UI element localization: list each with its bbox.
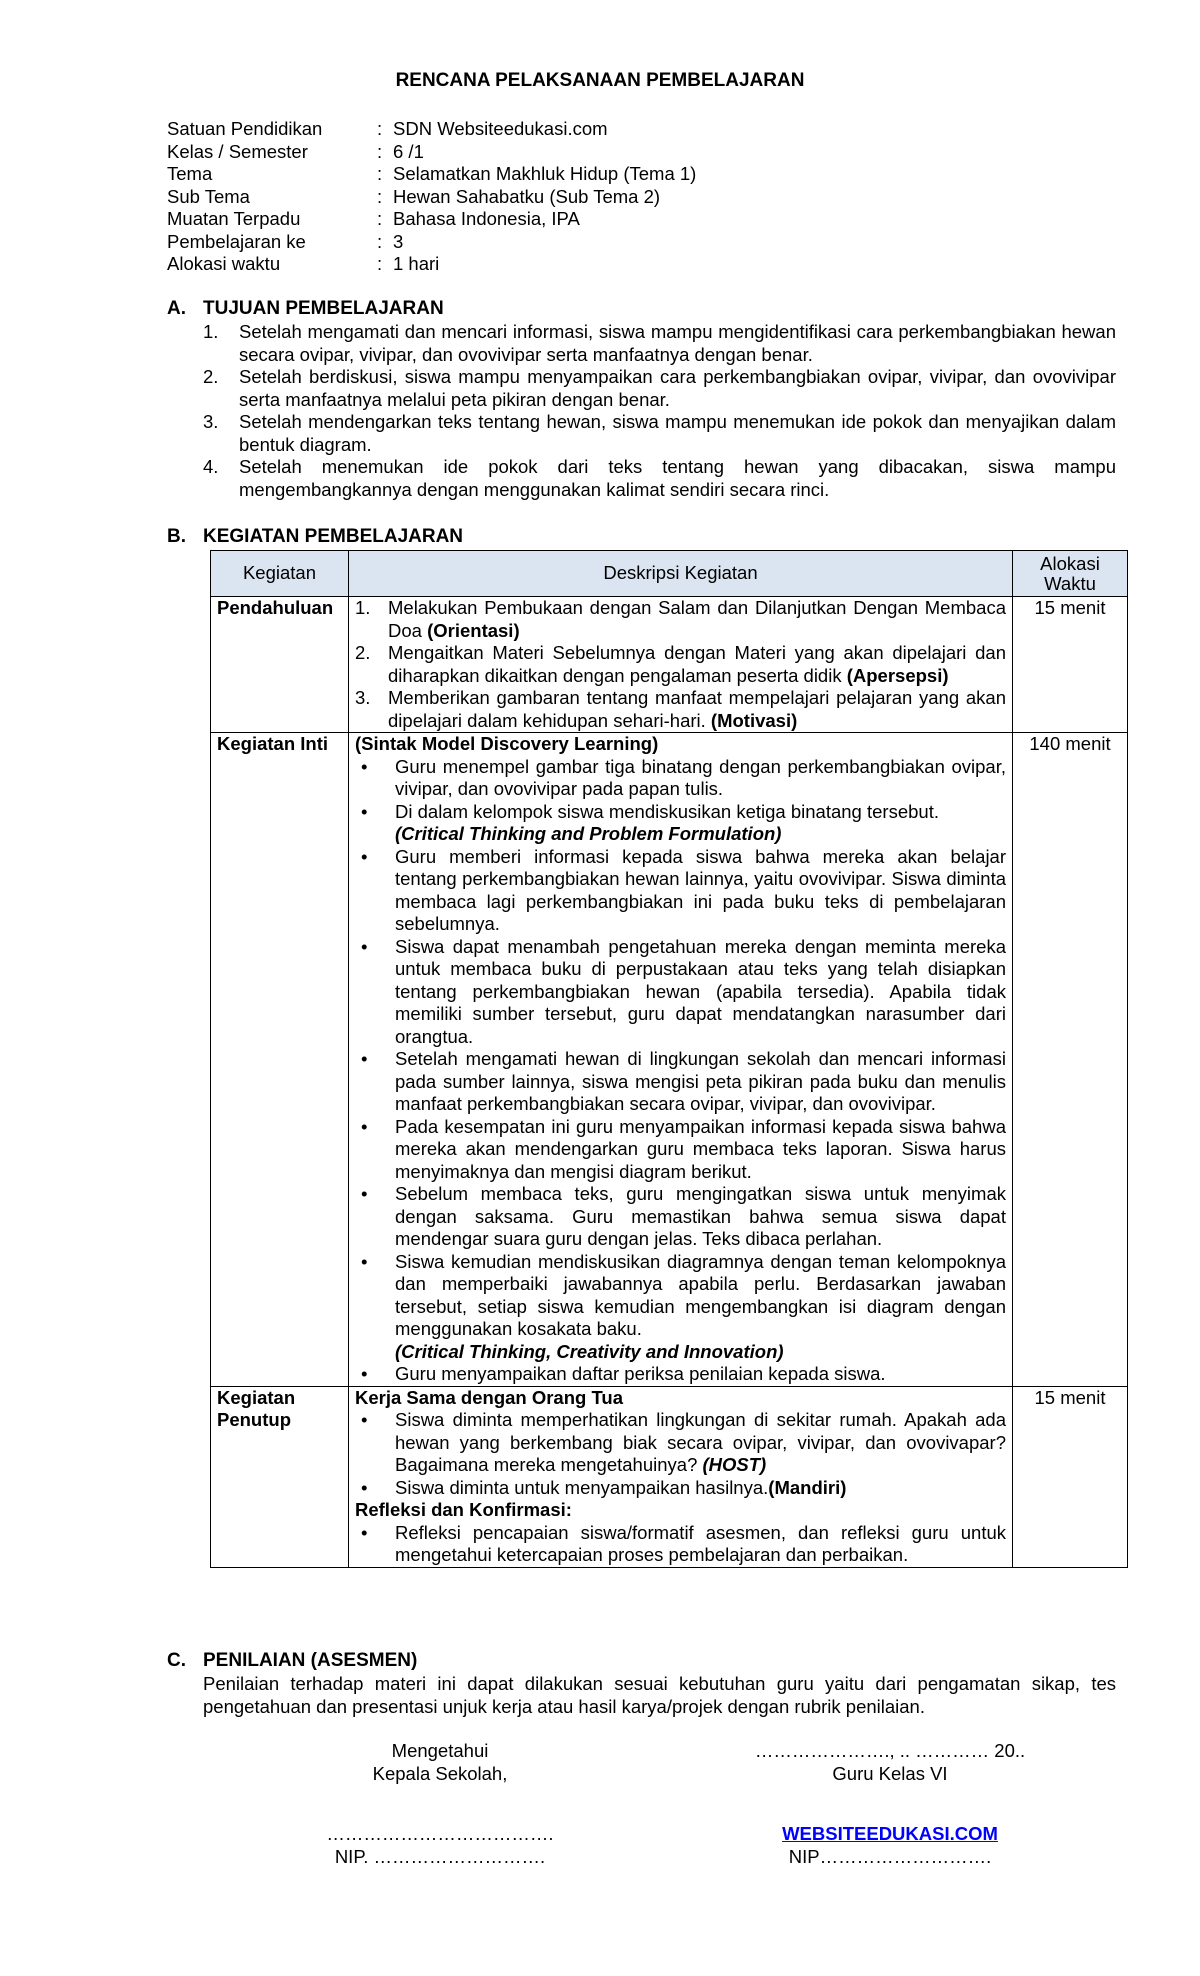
item-tag: (Orientasi) [427, 619, 520, 641]
list-item [203, 456, 1116, 501]
header-alokasi: Alokasi Waktu [1013, 551, 1128, 597]
list-item [355, 1363, 1006, 1386]
item-number: 2. [355, 642, 371, 663]
document-title: RENCANA PELAKSANAAN PEMBELAJARAN [395, 70, 805, 91]
item-text: Siswa dapat menambah pengetahuan mereka dengan meminta mereka untuk membaca buku di perpustakaan atau teks yang telah disiapkan tentang perkembangbiakan hewan (apabila tersedia). Apabila tidak memiliki sumber tersebut, guru dapat mendatangkan narasumber dari orangtua. [395, 935, 1006, 1047]
item-number: 2. [203, 366, 219, 387]
item-text: Refleksi pencapaian siswa/formatif asesmen, dan refleksi guru untuk mengetahui ketercapaian proses pembelajaran dan perbaikan. [395, 1521, 1006, 1565]
item-tag: (Apersepsi) [846, 664, 949, 686]
identity-row [167, 163, 696, 186]
item-tag: (HOST) [702, 1454, 767, 1475]
identity-row [167, 141, 696, 164]
identity-value: 6 /1 [393, 140, 424, 162]
signature-nip: NIP………………………. [788, 1845, 992, 1867]
time-value: 15 menit [1034, 1386, 1106, 1408]
identity-value: Bahasa Indonesia, IPA [393, 208, 580, 229]
signature-line: Mengetahui [391, 1740, 489, 1761]
signature-nip: NIP. ………………………. [334, 1845, 546, 1867]
identity-colon: : [377, 253, 383, 274]
item-number: 1. [203, 321, 219, 342]
header-kegiatan: Kegiatan [211, 551, 349, 597]
list-item [203, 366, 1116, 411]
identity-label: Muatan Terpadu [167, 208, 301, 229]
item-text: Guru memberi informasi kepada siswa bahwa mereka akan belajar tentang perkembangbiakan hewan lainnya, yaitu ovovivipar. Siswa diminta membaca lagi perkembangbiakan ini pada buku teks di pembelajaran sebelumnya. [395, 845, 1006, 934]
skill-note: (Critical Thinking, Creativity and Innovation) [395, 1340, 784, 1362]
bullet: • [361, 1409, 368, 1430]
table-header-row [211, 551, 1128, 597]
phase-description [349, 733, 1013, 1387]
identity-colon: : [377, 140, 383, 162]
list-item [355, 1116, 1006, 1184]
identity-value: Hewan Sahabatku (Sub Tema 2) [393, 185, 661, 207]
item-text: Mengaitkan Materi Sebelumnya dengan Materi yang akan dipelajari dan diharapkan dikaitkan dengan pengalaman peserta didik [388, 642, 1006, 686]
item-text: Siswa kemudian mendiskusikan diagramnya dengan teman kelompoknya dan memperbaiki jawabannya apabila perlu. Berdasarkan jawaban tersebut, setiap siswa kemudian mengembangkan isi diagram dengan menggunakan kosakata baku. [395, 1250, 1006, 1339]
identity-row [167, 253, 696, 276]
identity-label: Sub Tema [167, 185, 250, 207]
list-item [355, 1183, 1006, 1251]
identity-value: 3 [393, 230, 404, 252]
identity-colon: : [377, 118, 383, 139]
item-text: Setelah menemukan ide pokok dari teks tentang hewan yang dibacakan, siswa mampu mengembangkannya dengan menggunakan kalimat sendiri secara rinci. [239, 456, 1116, 500]
subsection-heading: Kerja Sama dengan Orang Tua [355, 1386, 623, 1408]
activities-table [210, 550, 1128, 1568]
phase-label: Pendahuluan [211, 597, 349, 733]
item-text: Setelah mengamati dan mencari informasi, siswa mampu mengidentifikasi cara perkembangbiakan hewan secara ovipar, vivipar, dan ovovivipar serta manfaatnya dengan benar. [239, 321, 1116, 365]
bullet: • [361, 1048, 368, 1069]
list-item [355, 642, 1006, 687]
identity-label: Kelas / Semester [167, 140, 308, 162]
identity-value: Selamatkan Makhluk Hidup (Tema 1) [393, 163, 697, 184]
website-link[interactable]: WEBSITEEDUKASI.COM [782, 1823, 998, 1844]
item-text: Setelah berdiskusi, siswa mampu menyampaikan cara perkembangbiakan ovipar, vivipar, dan ovovivipar serta manfaatnya melalui peta pikiran dengan benar. [239, 366, 1116, 410]
item-text: Siswa diminta untuk menyampaikan hasilnya. [395, 1476, 769, 1498]
phase-time [1013, 733, 1128, 1387]
bullet: • [361, 845, 368, 867]
identity-value: SDN Websiteedukasi.com [393, 118, 608, 139]
item-text: Sebelum membaca teks, guru mengingatkan siswa untuk menyimak dengan saksama. Guru memastikan bahwa semua siswa dapat mendengar suara guru dengan jelas. Teks dibaca perlahan. [395, 1183, 1006, 1249]
identity-label: Pembelajaran ke [167, 230, 306, 252]
phase-description [349, 597, 1013, 733]
assessment-text: Penilaian terhadap materi ini dapat dilakukan sesuai kebutuhan guru yaitu dari pengamatan sikap, tes pengetahuan dan presentasi unjuk kerja atau hasil karya/projek dengan rubrik penilaian. [203, 1673, 1116, 1717]
item-text: Memberikan gambaran tentang manfaat mempelajari pelajaran yang akan dipelajari dalam kehidupan sehari-hari. [388, 687, 1006, 731]
item-tag: (Mandiri) [768, 1476, 847, 1498]
identity-block [167, 118, 696, 276]
identity-colon: : [377, 230, 383, 252]
signature-date: …………………., .. ………… 20.. [754, 1740, 1026, 1761]
list-item [203, 411, 1116, 456]
bullet: • [361, 800, 368, 822]
section-c-heading [167, 1650, 417, 1673]
item-text: Guru menempel gambar tiga binatang dengan perkembangbiakan ovipar, vivipar, dan ovovivipar pada papan tulis. [395, 755, 1006, 799]
skill-note: (Critical Thinking and Problem Formulation) [395, 823, 782, 844]
identity-colon: : [377, 208, 383, 229]
model-heading: (Sintak Model Discovery Learning) [355, 733, 659, 754]
item-number: 3. [203, 411, 219, 432]
section-letter: B. [167, 526, 186, 547]
identity-row [167, 186, 696, 209]
section-a-heading [167, 298, 444, 321]
section-title: KEGIATAN PEMBELAJARAN [203, 526, 464, 547]
phase-time [1013, 597, 1128, 733]
subsection-heading: Refleksi dan Konfirmasi: [355, 1499, 572, 1520]
section-title: PENILAIAN (ASESMEN) [203, 1650, 418, 1671]
identity-label: Satuan Pendidikan [167, 118, 323, 139]
bullet: • [361, 1521, 368, 1543]
item-text: Guru menyampaikan daftar periksa penilaian kepada siswa. [395, 1363, 886, 1384]
list-item [355, 1048, 1006, 1116]
bullet: • [361, 935, 368, 957]
signature-role: Kepala Sekolah, [372, 1762, 508, 1784]
identity-colon: : [377, 185, 383, 207]
item-text: Siswa diminta memperhatikan lingkungan di sekitar rumah. Apakah ada hewan yang berkembang biak secara ovipar, vivipar, dan ovovivapar? Bagaimana mereka mengetahuinya? [395, 1409, 1006, 1475]
item-text: Setelah mengamati hewan di lingkungan sekolah dan mencari informasi pada sumber lainnya, siswa mengisi peta pikiran pada buku dan menulis manfaat perkembangbiakan secara ovipar, vivipar, dan ovovivipar. [395, 1048, 1006, 1114]
list-item [355, 1409, 1006, 1477]
identity-row [167, 231, 696, 254]
list-item [355, 687, 1006, 732]
phase-description [349, 1386, 1013, 1567]
signature-role: Guru Kelas VI [832, 1762, 948, 1784]
bullet: • [361, 1363, 368, 1384]
time-value: 140 menit [1029, 733, 1111, 754]
section-letter: C. [167, 1650, 186, 1671]
teacher-signature [740, 1740, 1040, 1868]
bullet: • [361, 1183, 368, 1204]
identity-label: Tema [167, 163, 213, 184]
list-item [355, 936, 1006, 1049]
item-number: 3. [355, 687, 371, 708]
bullet: • [361, 1115, 368, 1137]
table-row-pendahuluan [211, 597, 1128, 733]
bullet: • [361, 1476, 368, 1498]
list-item [355, 1251, 1006, 1341]
principal-signature [290, 1740, 590, 1868]
list-item [355, 756, 1006, 801]
item-tag: (Motivasi) [710, 709, 798, 731]
bullet: • [361, 1250, 368, 1272]
item-text: Melakukan Pembukaan dengan Salam dan Dilanjutkan Dengan Membaca Doa [388, 597, 1006, 641]
item-number: 1. [355, 597, 371, 618]
phase-time [1013, 1386, 1128, 1567]
table-row-penutup [211, 1386, 1128, 1567]
item-text: Pada kesempatan ini guru menyampaikan informasi kepada siswa bahwa mereka akan mendengarkan guru membaca teks laporan. Siswa harus menyimaknya dan mengisi diagram berikut. [395, 1115, 1006, 1182]
time-value: 15 menit [1034, 597, 1106, 618]
objectives-list [203, 321, 1116, 501]
bullet: • [361, 755, 368, 777]
header-deskripsi: Deskripsi Kegiatan [349, 551, 1013, 597]
list-item [203, 321, 1116, 366]
phase-label: Kegiatan Inti [211, 733, 349, 1387]
table-row-inti [211, 733, 1128, 1387]
item-text: Di dalam kelompok siswa mendiskusikan ketiga binatang tersebut. [395, 800, 939, 822]
item-text: Setelah mendengarkan teks tentang hewan, siswa mampu menemukan ide pokok dan menyajikan dalam bentuk diagram. [239, 411, 1116, 455]
phase-label: Kegiatan Penutup [211, 1386, 349, 1567]
section-b-heading [167, 526, 463, 549]
list-item [355, 801, 1006, 824]
list-item [355, 1477, 1006, 1500]
identity-colon: : [377, 163, 383, 184]
list-item [355, 846, 1006, 936]
list-item [355, 1522, 1006, 1567]
identity-row [167, 208, 696, 231]
identity-value: 1 hari [393, 253, 440, 274]
signature-name: ………………………………. [326, 1823, 554, 1844]
identity-label: Alokasi waktu [167, 253, 281, 274]
section-letter: A. [167, 298, 186, 319]
item-number: 4. [203, 456, 219, 477]
identity-row [167, 118, 696, 141]
section-title: TUJUAN PEMBELAJARAN [203, 298, 444, 319]
list-item [355, 597, 1006, 642]
